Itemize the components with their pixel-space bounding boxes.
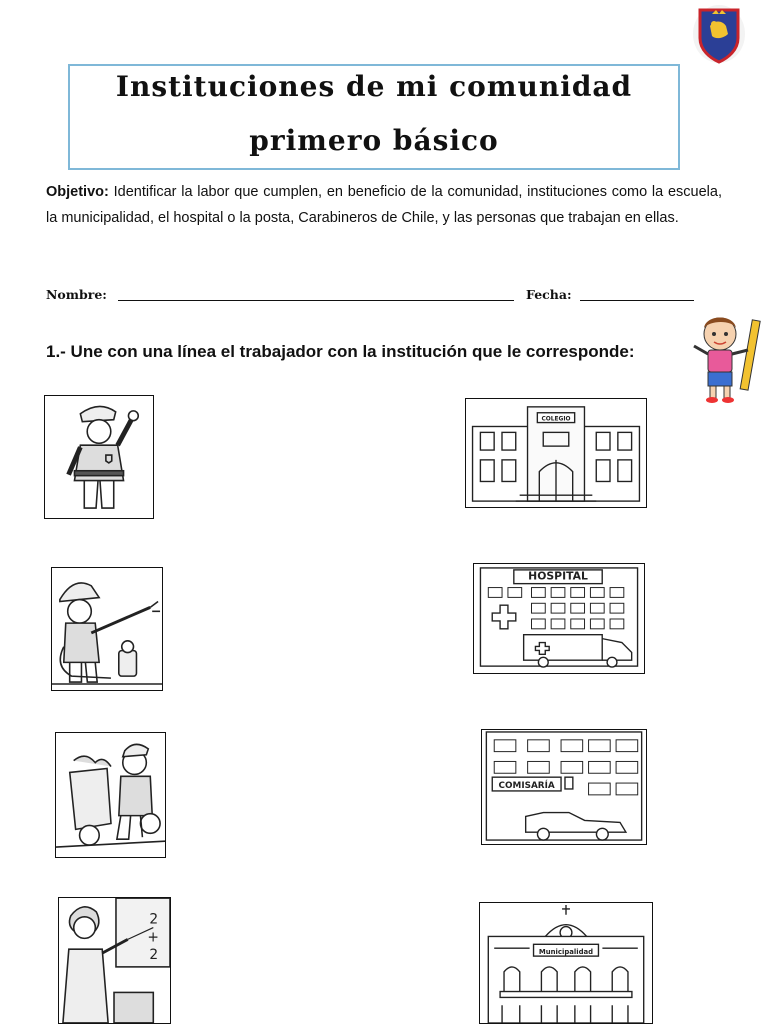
- school-building-icon: [466, 399, 646, 507]
- school-sign: COLEGIO: [541, 416, 571, 423]
- garbage-collector-icon: [56, 733, 165, 857]
- date-label: Fecha:: [526, 287, 572, 302]
- objective-paragraph: [46, 179, 722, 231]
- page-subtitle: primero básico: [249, 124, 499, 157]
- institution-hospital-image[interactable]: [473, 563, 645, 674]
- hospital-building-icon: [474, 564, 644, 673]
- police-station-icon: [482, 730, 646, 844]
- objective-label: Objetivo:: [46, 184, 109, 200]
- police-station-sign: COMISARÍA: [498, 780, 555, 791]
- page-title: Instituciones de mi comunidad: [115, 70, 633, 103]
- svg-text:+: +: [147, 929, 159, 946]
- police-officer-icon: [45, 396, 153, 518]
- svg-text:2: 2: [149, 911, 159, 928]
- firefighter-icon: [52, 568, 162, 690]
- worker-teacher-image[interactable]: [58, 897, 171, 1024]
- worker-police-image[interactable]: [44, 395, 154, 519]
- school-crest-icon: [692, 4, 746, 64]
- worker-firefighter-image[interactable]: [51, 567, 163, 691]
- question-1: 1.- Une con una línea el trabajador con la institución que le corresponde:: [46, 342, 635, 361]
- institution-police-station-image[interactable]: [481, 729, 647, 845]
- worker-garbage-collector-image[interactable]: [55, 732, 166, 858]
- institution-municipality-image[interactable]: [479, 902, 653, 1024]
- name-field[interactable]: [118, 287, 514, 301]
- objective-text: Identificar la labor que cumplen, en beneficio de la comunidad, instituciones como la escuela, la municipalidad, el hospital o la posta, Carabineros de Chile, y las personas que trabajan en ellas.: [46, 184, 722, 226]
- title-box: [68, 64, 680, 170]
- svg-text:2: 2: [149, 947, 159, 964]
- girl-with-pencil-icon: [684, 306, 764, 406]
- teacher-icon: [59, 898, 170, 1023]
- municipality-building-icon: [480, 903, 652, 1023]
- date-field[interactable]: [580, 287, 694, 301]
- municipality-sign: Municipalidad: [538, 948, 594, 957]
- hospital-sign: HOSPITAL: [528, 569, 588, 583]
- institution-school-image[interactable]: [465, 398, 647, 508]
- name-label: Nombre:: [46, 287, 107, 302]
- name-date-row: [46, 287, 706, 307]
